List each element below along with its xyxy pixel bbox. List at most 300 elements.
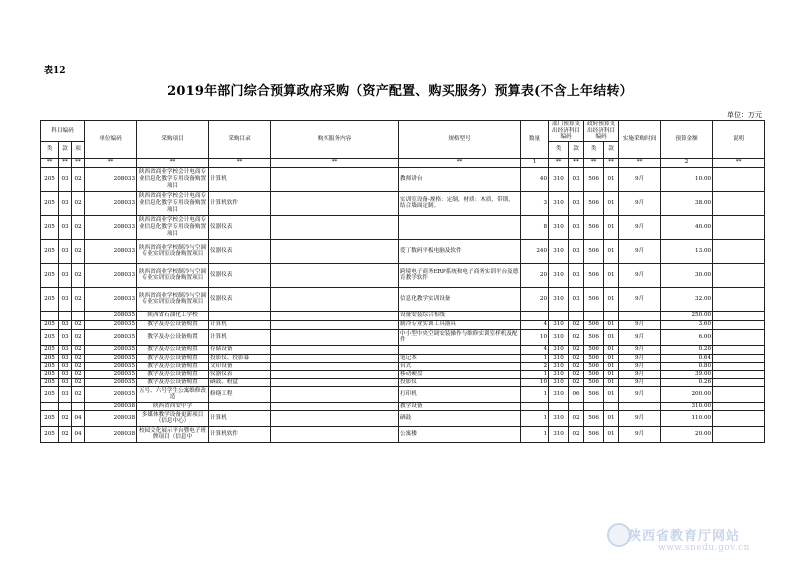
cell-project: 陕西省商业学校制冷与空调专业实训室设备购置项目 <box>137 287 209 311</box>
header-qty: 数量 <box>521 121 549 159</box>
cell-amount: 0.20 <box>661 345 713 354</box>
cell-note <box>713 378 765 386</box>
cell-g2 <box>604 311 619 320</box>
cell-time: 9月 <box>619 410 661 426</box>
cell-c3: 02 <box>72 329 85 345</box>
table-label: 表12 <box>44 66 66 76</box>
marker-cell: 2 <box>661 158 713 167</box>
cell-time: 9月 <box>619 287 661 311</box>
marker-cell: ** <box>72 158 85 167</box>
cell-spec: 教学设备 <box>399 402 521 410</box>
cell-amount: 38.00 <box>661 191 713 215</box>
cell-time: 9月 <box>619 320 661 329</box>
cell-note <box>713 287 765 311</box>
cell-c3: 02 <box>72 239 85 263</box>
header-dept-kuan: 款 <box>569 141 584 158</box>
cell-note <box>713 410 765 426</box>
cell-c1: 205 <box>41 378 59 386</box>
cell-c2: 03 <box>59 287 72 311</box>
cell-spec: 教师讲台 <box>399 167 521 191</box>
cell-spec <box>399 345 521 354</box>
cell-g2: 01 <box>604 426 619 442</box>
marker-cell: ** <box>59 158 72 167</box>
cell-c3: 02 <box>72 378 85 386</box>
cell-code: 208035 <box>85 329 137 345</box>
cell-d2: 03 <box>569 263 584 287</box>
cell-c3: 02 <box>72 386 85 402</box>
cell-code: 208038 <box>85 426 137 442</box>
cell-d1: 310 <box>549 287 569 311</box>
cell-c3: 02 <box>72 287 85 311</box>
cell-d2: 03 <box>569 191 584 215</box>
cell-d2: 02 <box>569 378 584 386</box>
table-row <box>41 167 765 191</box>
marker-cell: ** <box>604 158 619 167</box>
cell-c1: 205 <box>41 345 59 354</box>
header-amount: 预算金额 <box>661 121 713 159</box>
cell-c2: 03 <box>59 239 72 263</box>
cell-c1: 205 <box>41 410 59 426</box>
cell-service <box>271 215 399 239</box>
header-kuan: 款 <box>59 141 72 158</box>
cell-spec: 投影仪 <box>399 378 521 386</box>
cell-service <box>271 362 399 370</box>
watermark-url: www.snedu.gov.cn <box>658 543 750 553</box>
cell-g1: 506 <box>584 370 604 378</box>
cell-spec: 打印机 <box>399 386 521 402</box>
table-row <box>41 311 765 320</box>
marker-cell: 1 <box>521 158 549 167</box>
cell-note <box>713 354 765 362</box>
cell-spec: 信息化教学实训设备 <box>399 287 521 311</box>
cell-c1: 205 <box>41 191 59 215</box>
marker-cell: ** <box>399 158 521 167</box>
cell-service <box>271 329 399 345</box>
header-time: 实施采购时间 <box>619 121 661 159</box>
cell-g2: 01 <box>604 215 619 239</box>
cell-time: 9月 <box>619 215 661 239</box>
table-row <box>41 329 765 345</box>
cell-d1: 310 <box>549 167 569 191</box>
cell-project: 教学及办公设备购置 <box>137 354 209 362</box>
cell-service <box>271 410 399 426</box>
marker-row <box>41 158 765 167</box>
cell-qty: 20 <box>521 263 549 287</box>
cell-project: 教学及办公设备购置 <box>137 345 209 354</box>
cell-g2: 01 <box>604 329 619 345</box>
cell-g1: 506 <box>584 167 604 191</box>
cell-d2: 02 <box>569 370 584 378</box>
marker-cell: ** <box>619 158 661 167</box>
cell-c3: 02 <box>72 354 85 362</box>
cell-c1: 205 <box>41 426 59 442</box>
cell-g1: 506 <box>584 426 604 442</box>
cell-note <box>713 386 765 402</box>
cell-time <box>619 311 661 320</box>
cell-d1: 310 <box>549 370 569 378</box>
cell-project: 教学及办公设备购置 <box>137 329 209 345</box>
cell-d1: 310 <box>549 354 569 362</box>
cell-spec: 设备安装综合布线 <box>399 311 521 320</box>
cell-note <box>713 329 765 345</box>
cell-d2: 02 <box>569 362 584 370</box>
cell-d1: 310 <box>549 345 569 354</box>
cell-amount: 0.80 <box>661 362 713 370</box>
cell-g1 <box>584 311 604 320</box>
cell-c3: 02 <box>72 370 85 378</box>
cell-g2: 01 <box>604 410 619 426</box>
cell-amount: 6.00 <box>661 329 713 345</box>
cell-project: 教学及办公设备购置 <box>137 362 209 370</box>
cell-qty: 10 <box>521 378 549 386</box>
cell-d1: 310 <box>549 386 569 402</box>
cell-qty: 10 <box>521 329 549 345</box>
page-title: 2019年部门综合预算政府采购（资产配置、购买服务）预算表(不含上年结转） <box>167 84 633 99</box>
cell-c2: 02 <box>59 410 72 426</box>
cell-d1: 310 <box>549 410 569 426</box>
marker-cell: ** <box>137 158 209 167</box>
cell-project: 校园文化展示平台暨电子班牌项目（信息中 <box>137 426 209 442</box>
cell-c1: 205 <box>41 167 59 191</box>
cell-g2: 01 <box>604 378 619 386</box>
cell-note <box>713 362 765 370</box>
cell-d1 <box>549 402 569 410</box>
cell-service <box>271 426 399 442</box>
cell-spec: 实训室设备-规格：定制，材质：木质，带锁，结合墙面定制。 <box>399 191 521 215</box>
cell-d1: 310 <box>549 239 569 263</box>
cell-amount: 13.00 <box>661 239 713 263</box>
cell-service <box>271 354 399 362</box>
cell-c1 <box>41 402 59 410</box>
cell-amount: 10.00 <box>661 167 713 191</box>
cell-catalog <box>209 402 271 410</box>
cell-code: 208035 <box>85 320 137 329</box>
cell-g1: 506 <box>584 329 604 345</box>
cell-c1 <box>41 311 59 320</box>
cell-c1: 205 <box>41 320 59 329</box>
cell-c2 <box>59 402 72 410</box>
cell-c1: 205 <box>41 287 59 311</box>
cell-note <box>713 167 765 191</box>
table-row <box>41 426 765 442</box>
cell-project: 多媒体教学设备更新项目（信息中心） <box>137 410 209 426</box>
cell-d1: 310 <box>549 215 569 239</box>
cell-g2: 01 <box>604 354 619 362</box>
cell-g2: 01 <box>604 345 619 354</box>
cell-c3: 02 <box>72 320 85 329</box>
cell-g2: 01 <box>604 362 619 370</box>
watermark-text: 陕西省教育厅网站 <box>628 529 741 544</box>
cell-time: 9月 <box>619 239 661 263</box>
cell-time: 9月 <box>619 167 661 191</box>
cell-d2: 03 <box>569 215 584 239</box>
cell-c3: 02 <box>72 191 85 215</box>
cell-d1: 310 <box>549 191 569 215</box>
cell-time: 9月 <box>619 362 661 370</box>
cell-c3: 04 <box>72 410 85 426</box>
table-row <box>41 370 765 378</box>
cell-g2: 01 <box>604 287 619 311</box>
cell-g1: 506 <box>584 354 604 362</box>
cell-code: 208035 <box>85 345 137 354</box>
header-gov-lei: 类 <box>584 141 604 158</box>
cell-amount: 110.00 <box>661 410 713 426</box>
cell-project: 陕西省商业学校会计电商专业信息化教学专用设备购置项目 <box>137 191 209 215</box>
header-dept-lei: 类 <box>549 141 569 158</box>
cell-g2: 01 <box>604 191 619 215</box>
cell-qty <box>521 402 549 410</box>
cell-catalog: 计算机 <box>209 167 271 191</box>
cell-c3: 02 <box>72 362 85 370</box>
cell-spec: 公寓楼 <box>399 426 521 442</box>
cell-spec: 硒鼓 <box>399 410 521 426</box>
marker-cell: ** <box>271 158 399 167</box>
cell-qty: 8 <box>521 215 549 239</box>
cell-c1: 205 <box>41 329 59 345</box>
header-lei: 类 <box>41 141 59 158</box>
table-row <box>41 378 765 386</box>
cell-g2 <box>604 402 619 410</box>
cell-catalog: 计算机 <box>209 320 271 329</box>
cell-c2: 03 <box>59 362 72 370</box>
cell-catalog: 投影仪、投影幕 <box>209 354 271 362</box>
cell-code: 208038 <box>85 410 137 426</box>
cell-time: 9月 <box>619 386 661 402</box>
header-catalog: 采购目录 <box>209 121 271 159</box>
cell-c2: 03 <box>59 345 72 354</box>
cell-catalog <box>209 311 271 320</box>
cell-d2: 02 <box>569 320 584 329</box>
marker-cell: ** <box>549 158 569 167</box>
cell-g2: 01 <box>604 239 619 263</box>
marker-cell: ** <box>41 158 59 167</box>
cell-d2: 02 <box>569 410 584 426</box>
cell-catalog: 仪器仪表 <box>209 239 271 263</box>
header-gov-kuan: 款 <box>604 141 619 158</box>
cell-time: 9月 <box>619 426 661 442</box>
marker-cell: ** <box>85 158 137 167</box>
cell-g2: 01 <box>604 370 619 378</box>
cell-g1: 506 <box>584 410 604 426</box>
cell-qty: 3 <box>521 191 549 215</box>
cell-time: 9月 <box>619 345 661 354</box>
cell-project: 陕西省商业学校会计电商专业信息化教学专用设备购置项目 <box>137 215 209 239</box>
cell-d2: 06 <box>569 386 584 402</box>
cell-code: 208035 <box>85 311 137 320</box>
cell-service <box>271 167 399 191</box>
cell-d2: 02 <box>569 345 584 354</box>
cell-c1: 205 <box>41 370 59 378</box>
table-row <box>41 287 765 311</box>
cell-g2: 01 <box>604 167 619 191</box>
cell-d2 <box>569 402 584 410</box>
cell-spec: 笔记本 <box>399 354 521 362</box>
cell-service <box>271 345 399 354</box>
cell-d2: 02 <box>569 426 584 442</box>
cell-g1: 506 <box>584 345 604 354</box>
header-project: 采购项目 <box>137 121 209 159</box>
cell-time: 9月 <box>619 378 661 386</box>
table-row <box>41 239 765 263</box>
cell-catalog: 修缮工程 <box>209 386 271 402</box>
cell-time <box>619 402 661 410</box>
marker-cell: ** <box>569 158 584 167</box>
cell-note <box>713 215 765 239</box>
cell-amount: 0.64 <box>661 354 713 362</box>
cell-qty: 1 <box>521 354 549 362</box>
cell-c2: 03 <box>59 215 72 239</box>
cell-code: 208035 <box>85 378 137 386</box>
cell-g1: 506 <box>584 362 604 370</box>
table-row <box>41 354 765 362</box>
table-row <box>41 215 765 239</box>
cell-catalog: 硒鼓、粉盒 <box>209 378 271 386</box>
header-service: 购买服务内容 <box>271 121 399 159</box>
cell-spec: 制冷专业实训工具器具 <box>399 320 521 329</box>
cell-code: 208035 <box>85 362 137 370</box>
cell-service <box>271 239 399 263</box>
cell-d1: 310 <box>549 263 569 287</box>
cell-note <box>713 370 765 378</box>
cell-amount: 250.00 <box>661 311 713 320</box>
cell-d1 <box>549 311 569 320</box>
cell-amount: 0.26 <box>661 378 713 386</box>
cell-g1: 506 <box>584 215 604 239</box>
marker-cell: ** <box>584 158 604 167</box>
table-row <box>41 386 765 402</box>
cell-service <box>271 311 399 320</box>
cell-catalog: 文印设备 <box>209 362 271 370</box>
cell-project: 陕西省商业学校制冷与空调专业实训室设备购置项目 <box>137 239 209 263</box>
cell-catalog: 计算机软件 <box>209 191 271 215</box>
cell-c2: 03 <box>59 263 72 287</box>
cell-d1: 310 <box>549 329 569 345</box>
cell-d2: 03 <box>569 239 584 263</box>
table-row <box>41 191 765 215</box>
cell-g1: 506 <box>584 263 604 287</box>
cell-project: 教学及办公设备购置 <box>137 378 209 386</box>
cell-c3 <box>72 311 85 320</box>
cell-spec: 移动硬盘 <box>399 370 521 378</box>
cell-spec <box>399 215 521 239</box>
cell-qty: 240 <box>521 239 549 263</box>
cell-c2 <box>59 311 72 320</box>
cell-g2: 01 <box>604 386 619 402</box>
cell-code: 208033 <box>85 287 137 311</box>
cell-amount: 39.00 <box>661 370 713 378</box>
cell-c3: 02 <box>72 167 85 191</box>
cell-spec: 跨境电子商务ERP系统和电子商务实训平台及德育教学软件 <box>399 263 521 287</box>
cell-note <box>713 345 765 354</box>
cell-project: 教学及办公设备购置 <box>137 370 209 378</box>
cell-code: 208033 <box>85 239 137 263</box>
header-unit-code: 单位编码 <box>85 121 137 159</box>
cell-qty: 1 <box>521 370 549 378</box>
cell-qty: 1 <box>521 410 549 426</box>
cell-c2: 03 <box>59 191 72 215</box>
cell-amount: 310.00 <box>661 402 713 410</box>
header-gov-econ: 政府预算支出经济科目编码 <box>584 121 619 142</box>
cell-c1: 205 <box>41 215 59 239</box>
cell-time: 9月 <box>619 191 661 215</box>
cell-qty: 2 <box>521 362 549 370</box>
cell-c1: 205 <box>41 362 59 370</box>
cell-code: 208033 <box>85 191 137 215</box>
table-row <box>41 320 765 329</box>
cell-g2: 01 <box>604 320 619 329</box>
cell-c1: 205 <box>41 239 59 263</box>
cell-d2: 02 <box>569 354 584 362</box>
cell-g1: 506 <box>584 239 604 263</box>
cell-note <box>713 402 765 410</box>
cell-service <box>271 287 399 311</box>
cell-qty: 4 <box>521 320 549 329</box>
header-dept-econ: 部门预算支出经济科目编码 <box>549 121 584 142</box>
cell-time: 9月 <box>619 329 661 345</box>
cell-d2: 03 <box>569 167 584 191</box>
cell-note <box>713 239 765 263</box>
cell-project: 陕西省石油化工学校 <box>137 311 209 320</box>
cell-c3: 02 <box>72 215 85 239</box>
cell-catalog: 存储设备 <box>209 345 271 354</box>
cell-service <box>271 402 399 410</box>
cell-catalog: 计算机 <box>209 329 271 345</box>
cell-c2: 03 <box>59 378 72 386</box>
cell-amount: 3.60 <box>661 320 713 329</box>
cell-spec: 爱丁数码平板电脑及软件 <box>399 239 521 263</box>
cell-code: 208035 <box>85 386 137 402</box>
cell-qty: 20 <box>521 287 549 311</box>
cell-code: 208038 <box>85 402 137 410</box>
cell-catalog: 仪器仪表 <box>209 263 271 287</box>
cell-code: 208033 <box>85 263 137 287</box>
cell-g1: 506 <box>584 386 604 402</box>
cell-d2: 02 <box>569 329 584 345</box>
cell-note <box>713 426 765 442</box>
cell-project: 教学及办公设备购置 <box>137 320 209 329</box>
unit-label: 单位：万元 <box>727 111 762 119</box>
cell-note <box>713 320 765 329</box>
cell-time: 9月 <box>619 354 661 362</box>
cell-c2: 03 <box>59 354 72 362</box>
cell-g1: 506 <box>584 378 604 386</box>
cell-service <box>271 386 399 402</box>
cell-c3 <box>72 402 85 410</box>
cell-code: 208033 <box>85 167 137 191</box>
cell-project: 陕西省商业学校制冷与空调专业实训室设备购置项目 <box>137 263 209 287</box>
cell-g1: 506 <box>584 287 604 311</box>
cell-g1: 506 <box>584 320 604 329</box>
cell-service <box>271 320 399 329</box>
cell-catalog: 仪器仪表 <box>209 370 271 378</box>
cell-d2 <box>569 311 584 320</box>
cell-project: 五号、六号学生公寓维修改造 <box>137 386 209 402</box>
cell-qty: 40 <box>521 167 549 191</box>
cell-code: 208033 <box>85 215 137 239</box>
cell-d1: 310 <box>549 362 569 370</box>
cell-amount: 200.00 <box>661 386 713 402</box>
table-row <box>41 402 765 410</box>
cell-d1: 310 <box>549 426 569 442</box>
marker-cell: ** <box>209 158 271 167</box>
cell-catalog: 仪器仪表 <box>209 287 271 311</box>
cell-d2: 03 <box>569 287 584 311</box>
cell-time: 9月 <box>619 263 661 287</box>
cell-project: 陕西省西安中学 <box>137 402 209 410</box>
cell-c3: 02 <box>72 263 85 287</box>
cell-qty: 1 <box>521 386 549 402</box>
header-xiang: 项 <box>72 141 85 158</box>
